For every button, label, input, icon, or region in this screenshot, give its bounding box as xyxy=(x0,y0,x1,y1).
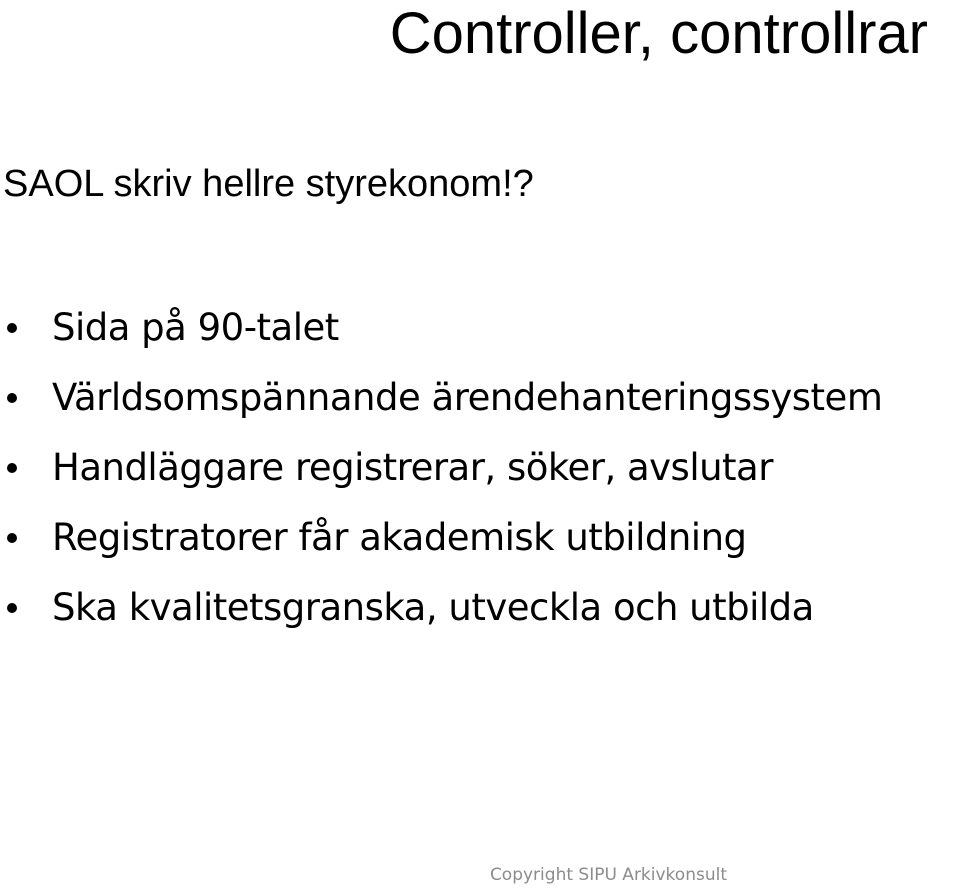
bullet-text: Handläggare registrerar, söker, avslutar xyxy=(52,446,773,489)
slide-title: Controller, controllrar xyxy=(389,1,928,66)
bullet-text: Ska kvalitetsgranska, utveckla och utbilda xyxy=(52,586,814,629)
bullet-icon xyxy=(7,533,17,543)
bullet-list xyxy=(0,293,882,643)
bullet-icon xyxy=(7,393,17,403)
slide-subtitle: SAOL skriv hellre styrekonom!? xyxy=(3,163,534,205)
bullet-item xyxy=(0,293,882,363)
bullet-text: Sida på 90-talet xyxy=(52,306,339,349)
bullet-icon xyxy=(7,323,17,333)
bullet-item xyxy=(0,433,882,503)
bullet-icon xyxy=(7,463,17,473)
bullet-text: Världsomspännande ärendehanteringssystem xyxy=(52,376,883,419)
bullet-text: Registratorer får akademisk utbildning xyxy=(52,516,747,559)
bullet-item xyxy=(0,573,882,643)
bullet-icon xyxy=(7,603,17,613)
copyright-footer: Copyright SIPU Arkivkonsult xyxy=(489,865,727,885)
bullet-item xyxy=(0,503,882,573)
bullet-item xyxy=(0,363,882,433)
